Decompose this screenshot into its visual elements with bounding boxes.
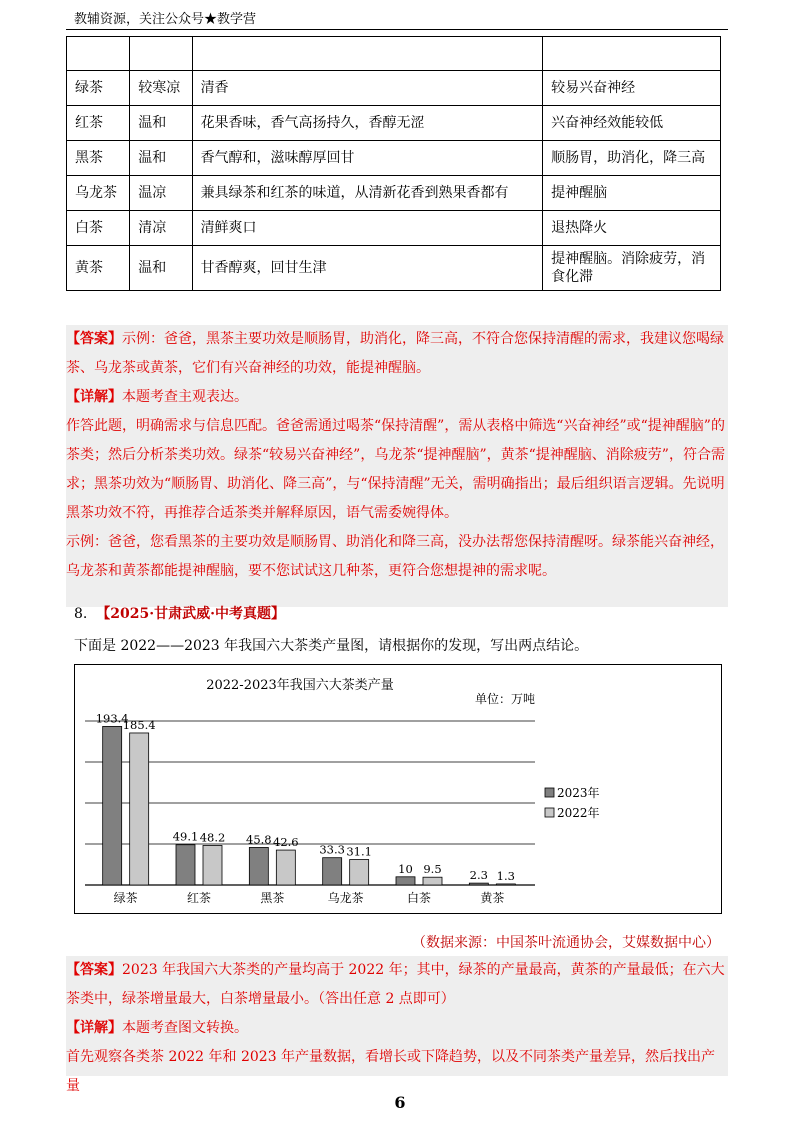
chart-value-label: 31.1 (346, 844, 372, 859)
detail-8-text: 首先观察各类茶 2022 年和 2023 年产量数据，看增长或下降趋势，以及不同茶类产量差异，然后找出产量 (66, 1049, 716, 1094)
chart-category-label: 白茶 (406, 891, 432, 905)
chart-bar (469, 883, 488, 885)
data-source-note: （数据来源：中国茶叶流通协会，艾媒数据中心） (412, 935, 720, 951)
table-cell-nature: 温和 (130, 246, 192, 291)
header-divider (66, 29, 728, 30)
chart-value-label: 2.3 (469, 868, 488, 883)
header-text: 教辅资源，关注公众号★教学营 (74, 12, 257, 27)
table-cell-nature: 温和 (130, 141, 192, 176)
chart-bar (249, 847, 268, 885)
table-cell-name: 绿茶 (67, 71, 130, 106)
chart-svg (75, 665, 721, 913)
answer-7-text: 示例：爸爸，黑茶主要功效是顺肠胃，助消化，降三高，不符合您保持清醒的需求，我建议您喝绿茶、乌龙茶或黄茶，它们有兴奋神经的功效，能提神醒脑。 (66, 331, 724, 376)
chart-value-label: 10 (398, 861, 413, 876)
chart-legend-swatch (545, 808, 554, 817)
chart-value-label: 33.3 (319, 842, 345, 857)
chart-bar (423, 877, 442, 885)
detail-8-title-line (66, 1014, 728, 1043)
question-8-heading (74, 603, 285, 623)
chart-value-label: 193.4 (95, 711, 129, 726)
table-cell-nature: 温凉 (130, 176, 192, 211)
detail-8-title: 本题考查图文转换。 (122, 1020, 248, 1036)
table-row (67, 141, 721, 176)
chart-category-label: 黄茶 (480, 891, 505, 905)
table-row (67, 37, 721, 71)
chart-bar (396, 877, 415, 885)
table-cell-name: 白茶 (67, 211, 130, 246)
question-source: 【2025·甘肃武威·中考真题】 (96, 606, 285, 622)
tea-table (66, 36, 721, 291)
chart-bar (350, 859, 369, 885)
chart-value-label: 9.5 (423, 862, 442, 877)
table-cell-aroma: 甘香醇爽，回甘生津 (192, 246, 543, 291)
table-cell-name: 黑茶 (67, 141, 130, 176)
answer-8-block (66, 956, 728, 1094)
chart-value-label: 185.4 (122, 717, 156, 732)
chart-bar (130, 733, 149, 885)
table-row (67, 246, 721, 291)
chart-legend-swatch (545, 788, 554, 797)
tea-production-chart (74, 664, 722, 914)
chart-bar (323, 858, 342, 885)
table-cell-nature (130, 37, 192, 71)
chart-value-label: 1.3 (496, 868, 515, 883)
chart-bar (496, 884, 515, 885)
chart-bar (103, 726, 122, 885)
table-row (67, 211, 721, 246)
chart-category-label: 绿茶 (113, 891, 138, 905)
table-cell-name: 红茶 (67, 106, 130, 141)
answer-7-block (66, 325, 728, 607)
chart-bar (203, 845, 222, 885)
table-cell-aroma: 兼具绿茶和红茶的味道，从清新花香到熟果香都有 (192, 176, 543, 211)
table-cell-nature: 温和 (130, 106, 192, 141)
detail-7-title-line (66, 383, 728, 412)
answer-8-paragraph (66, 956, 728, 1014)
chart-bar (276, 850, 295, 885)
table-cell-effect: 较易兴奋神经 (543, 71, 721, 106)
answer-7-paragraph (66, 325, 728, 383)
chart-legend-label: 2022年 (557, 806, 600, 820)
table-row (67, 106, 721, 141)
example-7-text: 示例：爸爸，您看黑茶的主要功效是顺肠胃、助消化和降三高，没办法帮您保持清醒呀。绿茶能兴奋神经，乌龙茶和黄茶都能提神醒脑，要不您试试这几种茶，更符合您想提神的需求呢。 (66, 534, 724, 579)
chart-title: 2022-2023年我国六大茶类产量 (206, 678, 394, 693)
table-cell-aroma: 清鲜爽口 (192, 211, 543, 246)
table-cell-effect: 提神醒脑。消除疲劳，消食化滞 (543, 246, 721, 291)
table-cell-aroma: 香气醇和，滋味醇厚回甘 (192, 141, 543, 176)
question-number: 8. (74, 606, 88, 622)
table-cell-name: 乌龙茶 (67, 176, 130, 211)
chart-value-label: 48.2 (199, 830, 226, 845)
table-cell-effect (543, 37, 721, 71)
answer-tag: 【答案】 (66, 331, 122, 347)
table-cell-name: 黄茶 (67, 246, 130, 291)
table-cell-aroma (192, 37, 543, 71)
table-cell-aroma: 花果香味，香气高扬持久，香醇无涩 (192, 106, 543, 141)
detail-7-title: 本题考查主观表达。 (122, 389, 248, 405)
table-cell-effect: 退热降火 (543, 211, 721, 246)
chart-value-label: 45.8 (246, 832, 272, 847)
page-number: 6 (394, 1093, 406, 1112)
chart-value-label: 42.6 (273, 835, 299, 850)
detail-7-text: 作答此题，明确需求与信息匹配。爸爸需通过喝茶“保持清醒”，需从表格中筛选“兴奋神经”或“提神醒脑”的茶类；然后分析茶类功效。绿茶“较易兴奋神经”，乌龙茶“提神醒脑”，黄茶“提神醒脑、消除疲劳”，符合需求；黑茶功效为“顺肠胃、助消化、降三高”，与“保持清醒”无关，需明确指出；最后组织语言逻辑。先说明黑茶功效不符，再推荐合适茶类并解释原因，语气需委婉得体。 (66, 418, 725, 521)
table-cell-nature: 清凉 (130, 211, 192, 246)
detail-tag: 【详解】 (66, 1020, 122, 1036)
answer-tag: 【答案】 (66, 962, 122, 978)
table-cell-effect: 提神醒脑 (543, 176, 721, 211)
answer-8-text: 2023 年我国六大茶类的产量均高于 2022 年；其中，绿茶的产量最高，黄茶的产量最低；在六大茶类中，绿茶增量最大，白茶增量最小。（答出任意 2 点即可） (66, 962, 725, 1007)
chart-category-label: 红茶 (186, 891, 212, 905)
chart-value-label: 49.1 (172, 829, 199, 844)
table-cell-aroma: 清香 (192, 71, 543, 106)
chart-bar (176, 845, 195, 885)
detail-tag: 【详解】 (66, 389, 122, 405)
chart-category-label: 乌龙茶 (327, 891, 364, 905)
question-8-text: 下面是 2022——2023 年我国六大茶类产量图，请根据你的发现，写出两点结论。 (74, 638, 589, 654)
table-row (67, 71, 721, 106)
chart-unit-label: 单位：万吨 (474, 692, 535, 706)
table-cell-effect: 兴奋神经效能较低 (543, 106, 721, 141)
chart-legend-label: 2023年 (557, 786, 600, 800)
table-row (67, 176, 721, 211)
table-cell-name (67, 37, 130, 71)
table-cell-nature: 较寒凉 (130, 71, 192, 106)
chart-category-label: 黑茶 (260, 891, 285, 905)
table-cell-effect: 顺肠胃，助消化，降三高 (543, 141, 721, 176)
